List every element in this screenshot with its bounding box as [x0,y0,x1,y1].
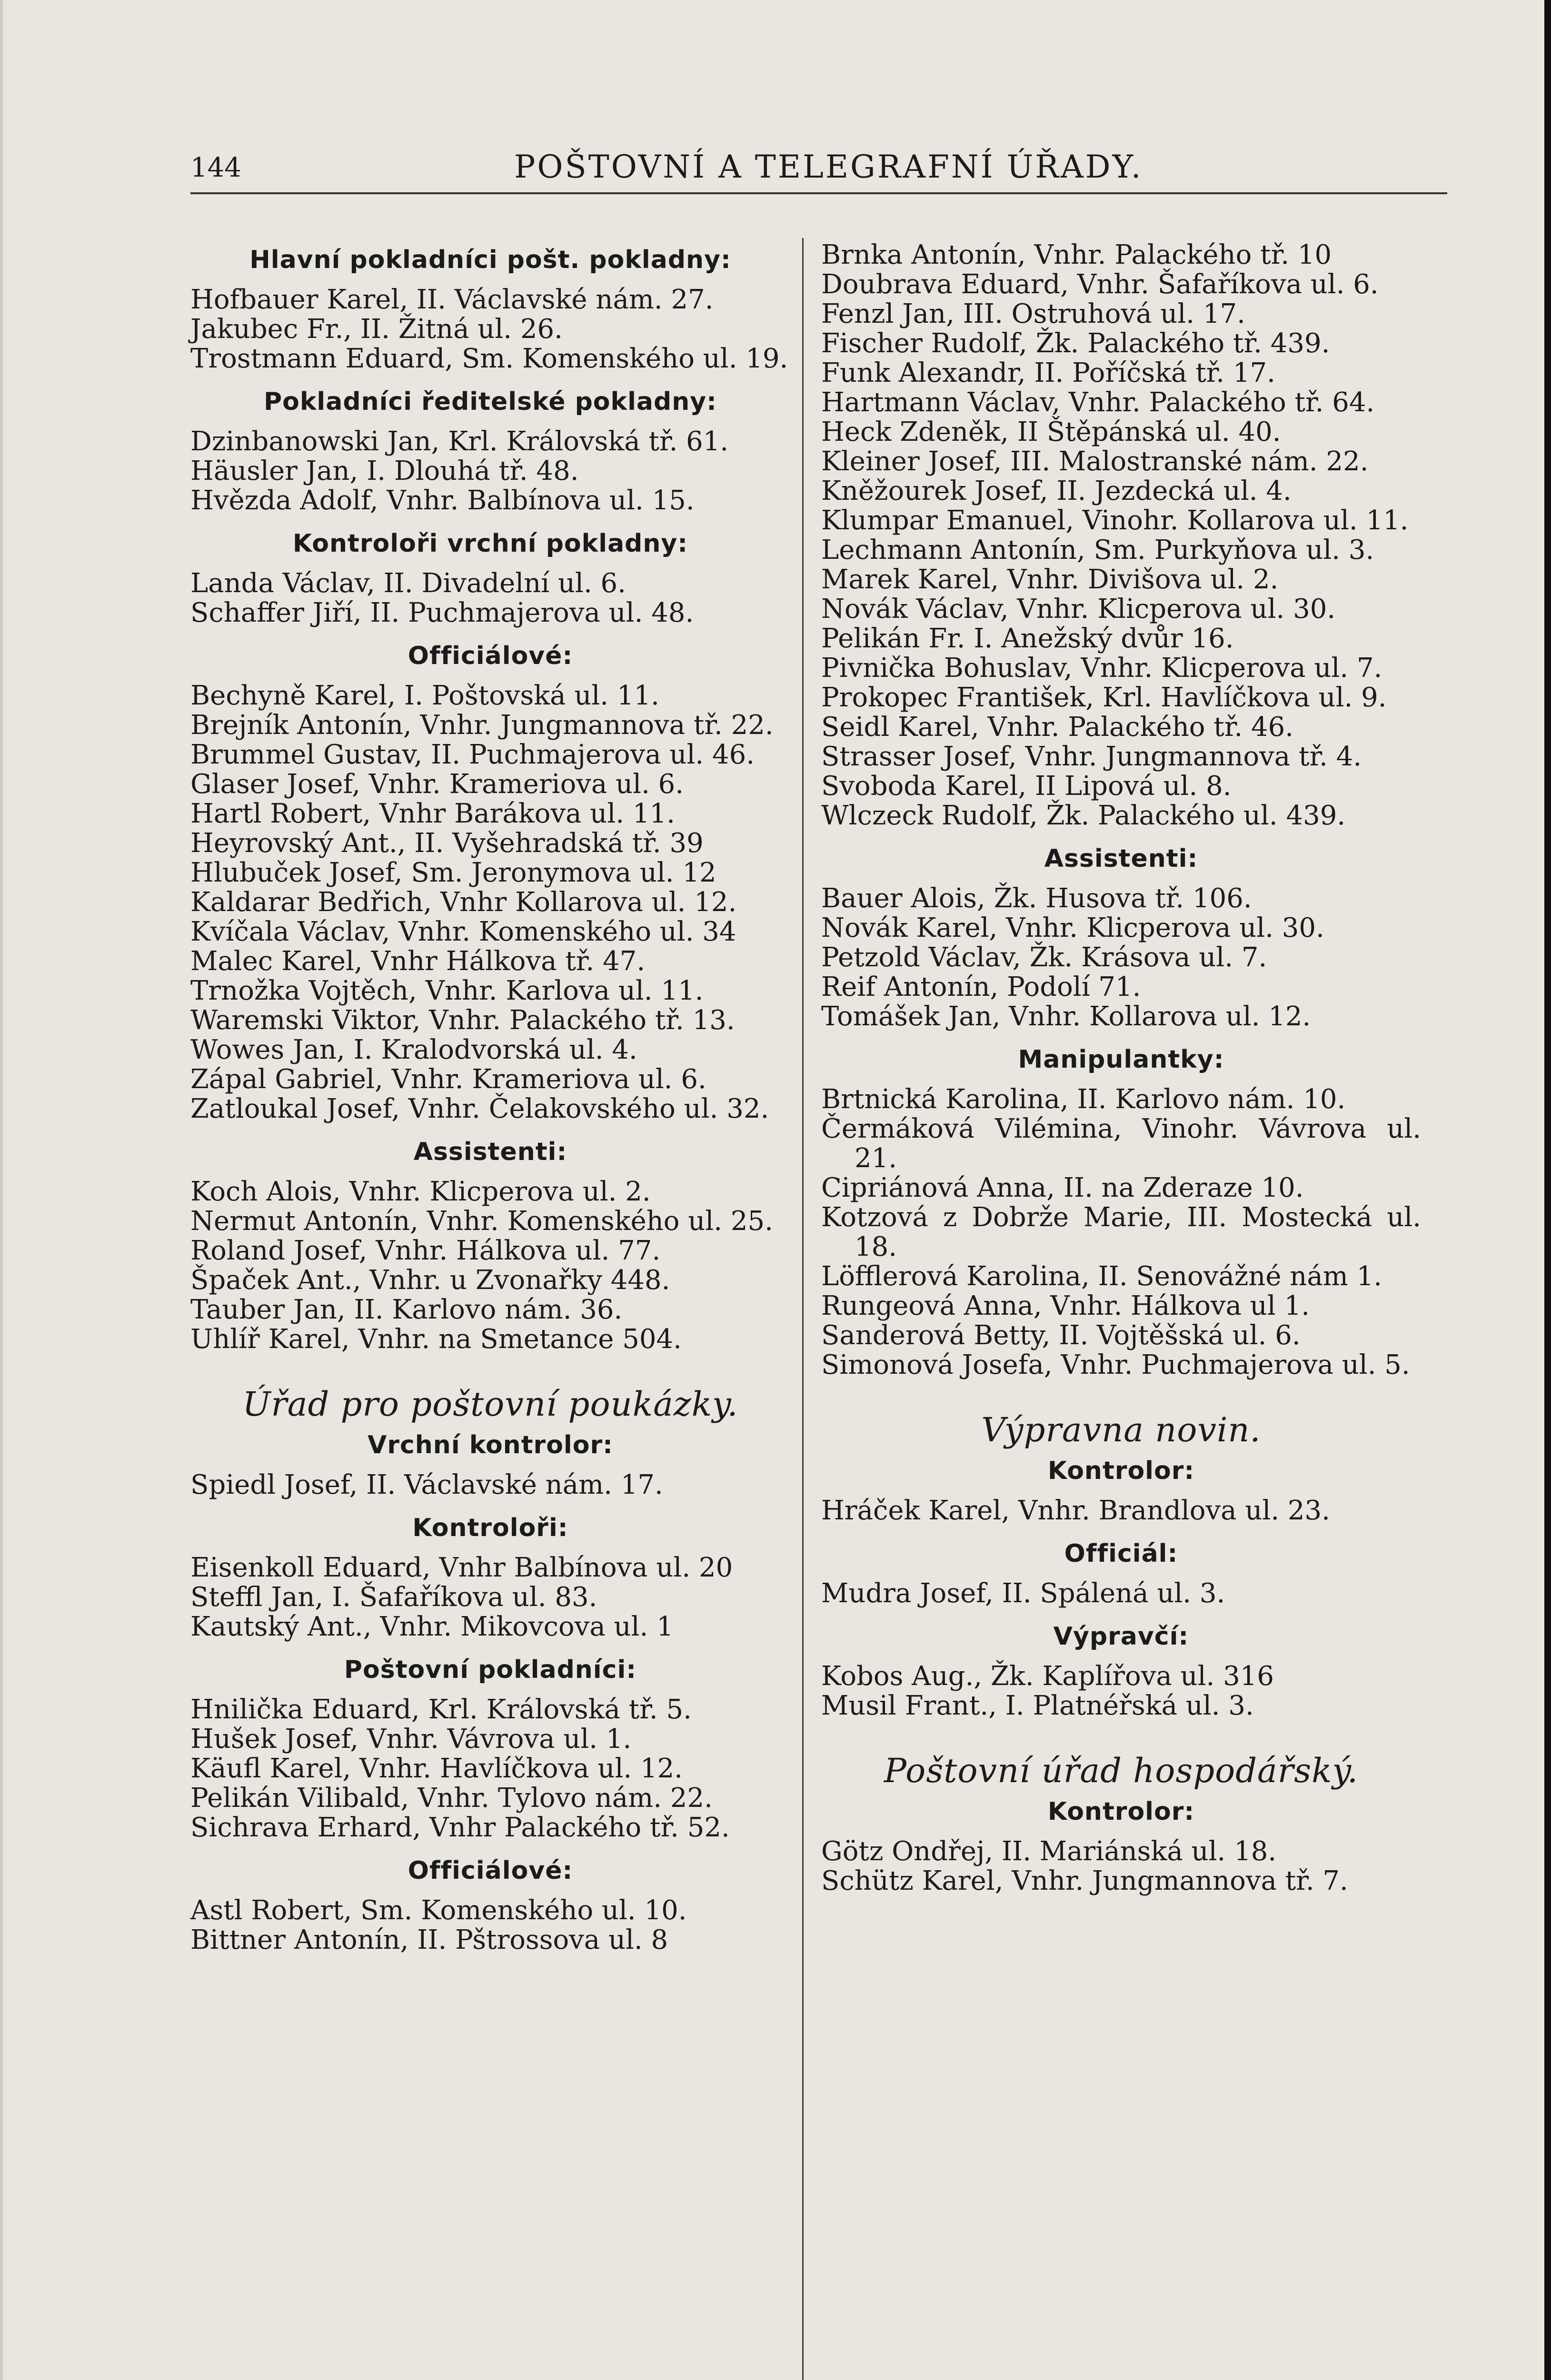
directory-entry: Hlubuček Josef, Sm. Jeronymova ul. 12 [190,857,716,888]
section-assistenti [821,844,1421,1031]
section-official [821,1539,1421,1608]
directory-entry: Rungeová Anna, Vnhr. Hálkova ul 1. [821,1290,1310,1321]
page-header [190,143,1447,190]
directory-entry: Astl Robert, Sm. Komenského ul. 10. [190,1895,687,1926]
directory-entry: Kvíčala Václav, Vnhr. Komenského ul. 34 [190,916,736,947]
directory-entry: Lechmann Antonín, Sm. Purkyňova ul. 3. [821,535,1374,565]
directory-entry: Mudra Josef, II. Spálená ul. 3. [821,1578,1225,1609]
header-rule [190,192,1447,194]
directory-entry: Prokopec František, Krl. Havlíčkova ul. 9. [821,682,1387,713]
directory-entry: Doubrava Eduard, Vnhr. Šafaříkova ul. 6. [821,269,1379,300]
directory-entry: Kautský Ant., Vnhr. Mikovcova ul. 1 [190,1611,674,1642]
section-heading: Pokladníci ředitelské pokladny: [264,387,717,416]
section-kontrolori-vrchni-pokladny [190,529,790,628]
directory-entry: Kněžourek Josef, II. Jezdecká ul. 4. [821,476,1292,506]
directory-entry: Fenzl Jan, III. Ostruhová ul. 17. [821,298,1245,329]
directory-entry: Glaser Josef, Vnhr. Krameriova ul. 6. [190,769,684,800]
directory-entry: Musil Frant., I. Platnéřská ul. 3. [821,1690,1254,1721]
directory-entry: Brnka Antonín, Vnhr. Palackého tř. 10 [821,239,1332,270]
directory-entry: Špaček Ant., Vnhr. u Zvonařky 448. [190,1265,670,1296]
section-heading: Officiálové: [408,1856,573,1885]
directory-entry: Zápal Gabriel, Vnhr. Krameriova ul. 6. [190,1064,706,1095]
directory-entry: Hartmann Václav, Vnhr. Palackého tř. 64. [821,387,1375,418]
directory-entry: Kaldarar Bedřich, Vnhr Kollarova ul. 12. [190,887,737,918]
directory-entry: Kleiner Josef, III. Malostranské nám. 22. [821,446,1369,477]
directory-entry: Nermut Antonín, Vnhr. Komenského ul. 25. [190,1206,773,1237]
directory-entry: Zatloukal Josef, Vnhr. Čelakovského ul. 32. [190,1093,769,1124]
office-title: Poštovní úřad hospodářský. [884,1751,1359,1790]
scan-left-edge [0,0,3,2380]
directory-entry: Koch Alois, Vnhr. Klicperova ul. 2. [190,1176,651,1207]
section-kontrolor [821,1749,1421,1896]
section-heading: Kontroloři: [412,1514,568,1542]
directory-entry: Novák Václav, Vnhr. Klicperova ul. 30. [821,594,1336,625]
directory-entry: Roland Josef, Vnhr. Hálkova ul. 77. [190,1235,661,1266]
directory-entry: Brtnická Karolina, II. Karlovo nám. 10. [821,1084,1346,1115]
directory-entry: Marek Karel, Vnhr. Divišova ul. 2. [821,564,1279,595]
section-assistenti [190,1137,790,1354]
section-heading: Poštovní pokladníci: [344,1656,637,1684]
directory-entry: Jakubec Fr., II. Žitná ul. 26. [190,314,563,345]
section-pokladnici-reditelske-pokladny [190,387,790,516]
column-divider [802,238,804,2380]
section-kontrolori [190,1513,790,1642]
directory-entry: Bittner Antonín, II. Pštrossova ul. 8 [190,1924,668,1955]
directory-entry: Novák Karel, Vnhr. Klicperova ul. 30. [821,912,1324,943]
directory-entry: Reif Antonín, Podolí 71. [821,972,1141,1002]
section-officialove [190,641,790,1124]
section-heading: Kontroloři vrchní pokladny: [292,529,688,558]
directory-entry: Brejník Antonín, Vnhr. Jungmannova tř. 22. [190,710,774,741]
directory-entry: Heyrovský Ant., II. Vyšehradská tř. 39 [190,828,704,859]
directory-entry: Heck Zdeněk, II Štěpánská ul. 40. [821,416,1281,447]
office-title: Výpravna novin. [981,1410,1261,1449]
directory-entry: Waremski Viktor, Vnhr. Palackého tř. 13. [190,1005,735,1036]
office-title: Úřad pro poštovní poukázky. [242,1385,738,1424]
page-number: 144 [190,152,241,183]
section-heading: Kontrolor: [1047,1797,1195,1826]
section-heading: Manipulantky: [1018,1045,1224,1074]
directory-entry: Pelikán Vilibald, Vnhr. Tylovo nám. 22. [190,1783,713,1814]
directory-entry: Hušek Josef, Vnhr. Vávrova ul. 1. [190,1724,632,1755]
directory-entry: Hnilička Eduard, Krl. Královská tř. 5. [190,1694,692,1725]
directory-entry: Spiedl Josef, II. Václavské nám. 17. [190,1469,663,1500]
directory-entry: Löfflerová Karolina, II. Senovážné nám 1. [821,1261,1382,1292]
directory-entry: Wlczeck Rudolf, Žk. Palackého ul. 439. [821,800,1346,831]
section-heading: Officiál: [1064,1539,1178,1568]
directory-entry: Trnožka Vojtěch, Vnhr. Karlova ul. 11. [190,975,704,1006]
section-heading: Assistenti: [413,1138,567,1166]
directory-entry: Fischer Rudolf, Žk. Palackého tř. 439. [821,328,1330,359]
directory-entry: Schaffer Jiří, II. Puchmajerova ul. 48. [190,597,694,628]
directory-entry: Tomášek Jan, Vnhr. Kollarova ul. 12. [821,1001,1311,1032]
directory-entry: Sichrava Erhard, Vnhr Palackého tř. 52. [190,1812,730,1843]
directory-entry: Eisenkoll Eduard, Vnhr Balbínova ul. 20 [190,1552,733,1583]
directory-entry: Uhlíř Karel, Vnhr. na Smetance 504. [190,1324,682,1355]
section-vrchni-kontrolor [190,1383,790,1500]
directory-entry: Käufl Karel, Vnhr. Havlíčkova ul. 12. [190,1753,683,1784]
section-heading: Assistenti: [1044,844,1198,873]
directory-entry: Schütz Karel, Vnhr. Jungmannova tř. 7. [821,1865,1348,1896]
directory-entry: Malec Karel, Vnhr Hálkova tř. 47. [190,946,646,977]
section-postovni-pokladnici [190,1655,790,1843]
section-hlavni-pokladnici-post-pokladny [190,245,790,374]
directory-entry: Seidl Karel, Vnhr. Palackého tř. 46. [821,712,1294,743]
directory-entry: Petzold Václav, Žk. Krásova ul. 7. [821,942,1267,973]
directory-entry: Strasser Josef, Vnhr. Jungmannova tř. 4. [821,741,1362,772]
section-heading: Kontrolor: [1047,1457,1195,1485]
directory-entry: Hráček Karel, Vnhr. Brandlova ul. 23. [821,1495,1330,1526]
section-heading: Vrchní kontrolor: [368,1431,613,1459]
section-heading: Officiálové: [408,642,573,670]
section-manipulantky [821,1045,1421,1380]
left-column [190,240,790,1968]
section-heading: Hlavní pokladníci pošt. pokladny: [249,246,731,274]
directory-entry: Čermáková Vilémina, Vinohr. Vávrova ul. 21. [821,1113,1421,1174]
section-section [821,240,1421,831]
directory-entry: Simonová Josefa, Vnhr. Puchmajerova ul. 5. [821,1349,1410,1380]
section-vypravci [821,1622,1421,1721]
section-heading: Výpravčí: [1053,1622,1189,1651]
directory-entry: Trostmann Eduard, Sm. Komenského ul. 19. [190,343,788,374]
directory-entry: Bauer Alois, Žk. Husova tř. 106. [821,883,1252,914]
directory-entry: Hofbauer Karel, II. Václavské nám. 27. [190,284,714,315]
directory-entry: Häusler Jan, I. Dlouhá tř. 48. [190,456,579,486]
directory-entry: Kotzová z Dobrže Marie, III. Mostecká ul. 18. [821,1202,1421,1262]
directory-entry: Cipriánová Anna, II. na Zderaze 10. [821,1172,1304,1203]
directory-entry: Brummel Gustav, II. Puchmajerova ul. 46. [190,739,755,770]
scan-right-edge [1544,0,1551,2380]
running-title: POŠTOVNÍ A TELEGRAFNÍ ÚŘADY. [514,149,1143,185]
directory-entry: Landa Václav, II. Divadelní ul. 6. [190,568,626,599]
directory-entry: Götz Ondřej, II. Mariánská ul. 18. [821,1836,1277,1867]
directory-entry: Svoboda Karel, II Lipová ul. 8. [821,771,1232,802]
right-column [821,240,1421,1909]
section-kontrolor [821,1408,1421,1526]
directory-entry: Hvězda Adolf, Vnhr. Balbínova ul. 15. [190,485,695,516]
section-officialove [190,1856,790,1955]
directory-entry: Tauber Jan, II. Karlovo nám. 36. [190,1294,623,1325]
directory-entry: Steffl Jan, I. Šafaříkova ul. 83. [190,1582,597,1613]
directory-entry: Pivnička Bohuslav, Vnhr. Klicperova ul. 7. [821,653,1382,684]
directory-entry: Funk Alexandr, II. Poříčská tř. 17. [821,357,1275,388]
directory-entry: Klumpar Emanuel, Vinohr. Kollarova ul. 11. [821,505,1409,536]
directory-entry: Dzinbanowski Jan, Krl. Královská tř. 61. [190,426,729,457]
directory-entry: Bechyně Karel, I. Poštovská ul. 11. [190,680,659,711]
directory-entry: Sanderová Betty, II. Vojtěšská ul. 6. [821,1320,1301,1351]
directory-entry: Hartl Robert, Vnhr Barákova ul. 11. [190,798,675,829]
directory-entry: Pelikán Fr. I. Anežský dvůr 16. [821,623,1234,654]
directory-entry: Wowes Jan, I. Kralodvorská ul. 4. [190,1034,637,1065]
directory-entry: Kobos Aug., Žk. Kaplířova ul. 316 [821,1661,1274,1692]
